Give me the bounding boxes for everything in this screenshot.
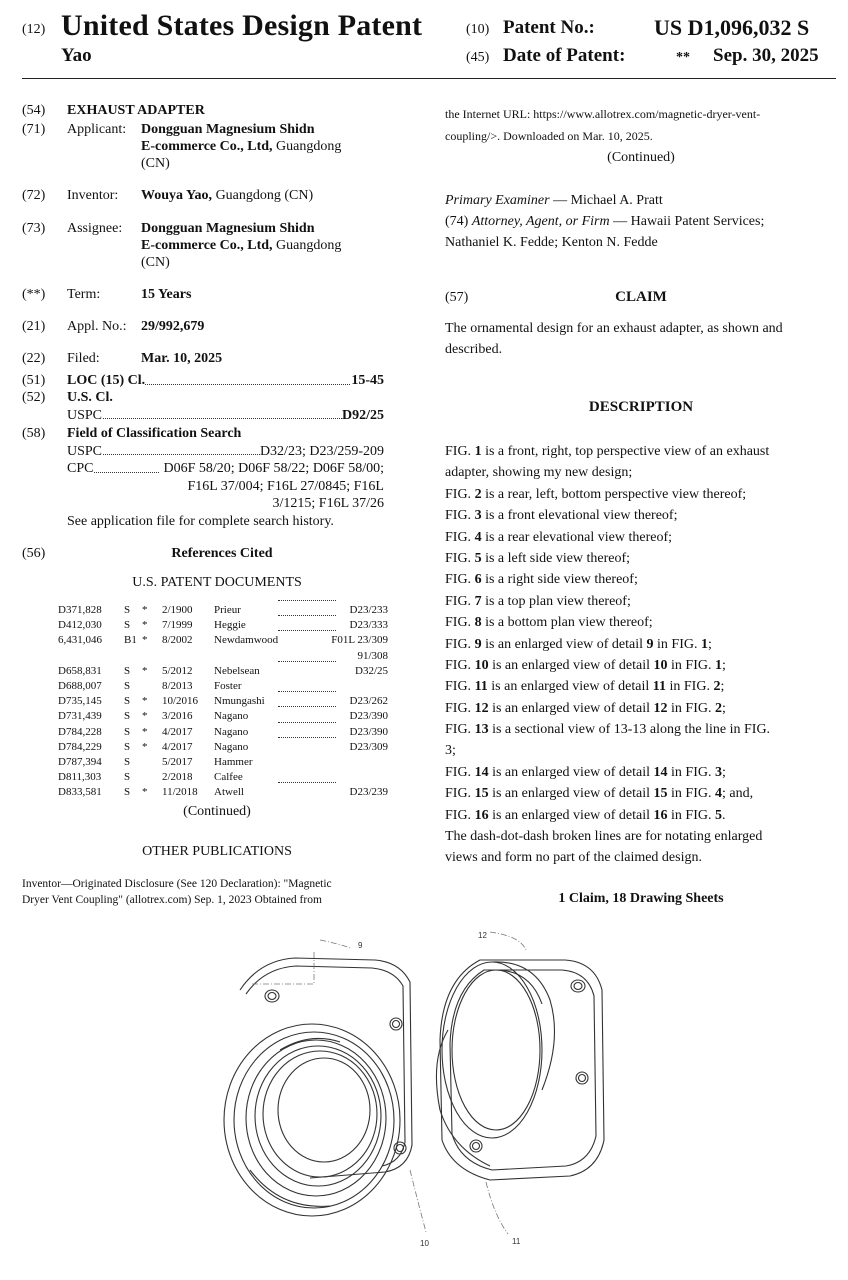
reference-number: D787,394 xyxy=(58,756,102,768)
fig-text-part: 6 xyxy=(474,572,482,588)
figure-description-line xyxy=(445,548,837,569)
reference-flag: * xyxy=(142,710,148,723)
fig-text-part: FIG. xyxy=(445,807,475,823)
adapter-right-view xyxy=(436,960,604,1180)
figure-description-line xyxy=(445,591,837,612)
reference-date: 7/1999 xyxy=(162,619,193,632)
fig-text-part: FIG. xyxy=(445,444,475,459)
code-72: (72) xyxy=(22,188,46,203)
figure-description-line xyxy=(445,441,837,462)
reference-class: D23/239 xyxy=(349,786,388,799)
figure-description-line xyxy=(445,676,837,697)
other-pubs-line2: Dryer Vent Coupling" (allotrex.com) Sep. 1, 2023 Obtained from xyxy=(22,894,322,906)
reference-flag: * xyxy=(142,740,148,753)
reference-flag: * xyxy=(142,786,148,799)
reference-date: 10/2016 xyxy=(162,695,199,708)
reference-kind: S xyxy=(124,786,131,799)
detail-label-10: 10 xyxy=(420,1239,429,1248)
fig-text-part: 14 xyxy=(474,764,489,780)
other-pubs-cont-line1: the Internet URL: https://www.allotrex.com/magnetic-dryer-vent- xyxy=(445,107,761,121)
patent-date: Sep. 30, 2025 xyxy=(713,45,819,66)
reference-name: Nagano xyxy=(214,725,249,738)
reference-name: Nmungashi xyxy=(214,695,265,708)
fig-text-part: FIG. xyxy=(445,550,475,566)
search-cpc-line3: 3/1215; F16L 37/26 xyxy=(272,496,384,511)
document-title: United States Design Patent xyxy=(61,9,423,42)
detail-label-9: 9 xyxy=(358,941,363,950)
fig-text-part: is a bottom plan view thereof; xyxy=(481,615,653,631)
code-term: (**) xyxy=(22,287,46,302)
fig-text-part: is an enlarged view of detail xyxy=(488,700,654,716)
field-56 xyxy=(22,545,422,563)
fig-text-part: FIG. xyxy=(445,679,475,695)
fig-text-part: is a front elevational view thereof; xyxy=(481,508,678,524)
fig-text-part: in FIG. xyxy=(667,807,715,823)
search-cpc-line1: D06F 58/20; D06F 58/22; D06F 58/00; xyxy=(163,461,384,476)
search-cpc-line2: F16L 37/004; F16L 27/0845; F16L xyxy=(187,478,384,494)
figure-description-line xyxy=(445,719,837,740)
assignee-label: Assignee: xyxy=(67,221,123,236)
reference-date: 5/2017 xyxy=(162,756,193,768)
fig-text-part: 2 xyxy=(714,700,722,716)
fig-text-part: ; xyxy=(720,679,725,695)
fig-text-part: ; xyxy=(721,700,726,716)
description-title: DESCRIPTION xyxy=(588,399,694,415)
attorney-names: Nathaniel K. Fedde; Kenton N. Fedde xyxy=(445,235,658,250)
fig-text-part: in FIG. xyxy=(653,636,701,652)
reference-name: Newdamwood xyxy=(214,634,279,647)
figure-description-line xyxy=(445,634,837,655)
inventor-name: Wouya Yao, xyxy=(141,188,213,203)
fig-text-part: 4 xyxy=(714,786,722,802)
fig-text-part: ; and, xyxy=(721,786,754,802)
field-52 xyxy=(22,389,384,424)
reference-flag: * xyxy=(142,695,148,708)
fig-text-part: 3 xyxy=(474,508,482,524)
fig-text-part: is a right side view thereof; xyxy=(481,572,638,588)
assignee-place: Guangdong xyxy=(272,238,342,253)
figure-description-line xyxy=(445,527,837,548)
other-pubs-cont-line2: coupling/>. Downloaded on Mar. 10, 2025. xyxy=(445,129,653,143)
reference-name: Calfee xyxy=(214,771,243,784)
reference-kind: B1 xyxy=(124,634,137,647)
claim-block xyxy=(445,287,837,360)
reference-class: F01L 23/309 xyxy=(331,634,388,647)
reference-kind: S xyxy=(124,664,131,677)
code-45: (45) xyxy=(466,50,490,65)
reference-number: D784,228 xyxy=(58,725,102,738)
reference-number: D811,303 xyxy=(58,771,102,784)
fig-text-part: 4 xyxy=(474,529,482,545)
fig-text-part: 5 xyxy=(474,550,482,566)
reference-name: Heggie xyxy=(214,619,246,632)
reference-class: D23/333 xyxy=(349,619,388,632)
reference-flag: * xyxy=(142,619,148,632)
code-58: (58) xyxy=(22,426,46,441)
fig-text-part: 7 xyxy=(474,593,482,609)
us-cl-value: D92/25 xyxy=(342,407,384,423)
patent-number: US D1,096,032 S xyxy=(654,15,810,40)
figure-descriptions xyxy=(445,441,837,869)
date-label: Date of Patent: xyxy=(503,45,626,66)
reference-kind: S xyxy=(124,740,131,753)
fig-text-part: FIG. xyxy=(445,486,475,502)
fig-text-part: 1 xyxy=(700,636,708,652)
figure-description-line xyxy=(445,847,837,868)
other-pubs-continued xyxy=(445,103,837,169)
claims-sheets-summary: 1 Claim, 18 Drawing Sheets xyxy=(558,891,724,906)
reference-flag: * xyxy=(142,725,148,738)
loc-label: LOC (15) Cl. xyxy=(67,373,146,388)
fig-text-part: in FIG. xyxy=(666,679,714,695)
inventor-place: Guangdong (CN) xyxy=(212,188,314,203)
fig-text-part: 10 xyxy=(474,657,489,673)
fig-text-part: ; xyxy=(707,636,712,652)
reference-name: Hammer xyxy=(214,756,253,768)
code-51: (51) xyxy=(22,373,46,388)
design-title: EXHAUST ADAPTER xyxy=(67,103,205,118)
applicant-label: Applicant: xyxy=(67,122,127,137)
reference-number: D371,828 xyxy=(58,604,102,616)
attorney-firm: — Hawaii Patent Services; xyxy=(609,214,765,229)
reference-date: 2/2018 xyxy=(162,771,193,784)
assignee-name-line1: Dongguan Magnesium Shidn xyxy=(141,221,315,236)
code-21: (21) xyxy=(22,319,46,334)
fig-text-part: 16 xyxy=(653,807,668,823)
claim-code: (57) xyxy=(445,290,469,305)
fig-text-part: 12 xyxy=(653,700,668,716)
fig-text-part: FIG. xyxy=(445,615,475,631)
detail-callout-lines xyxy=(250,932,526,1234)
examiner-block xyxy=(445,190,837,253)
fig-text-part: FIG. xyxy=(445,636,475,652)
reference-class: D23/233 xyxy=(349,604,388,616)
fig-text-part: is a left side view thereof; xyxy=(481,550,631,566)
fig-text-part: is an enlarged view of detail xyxy=(488,807,654,823)
fig-text-part: 5 xyxy=(714,807,722,823)
patent-number-label: Patent No.: xyxy=(503,17,595,38)
examiner-label: Primary Examiner xyxy=(445,193,550,208)
references-title: References Cited xyxy=(171,546,273,561)
reference-class: D23/309 xyxy=(349,740,388,753)
fig-text-part: in FIG. xyxy=(667,786,715,802)
code-54: (54) xyxy=(22,103,46,118)
fig-text-part: is a front, right, top perspective view of an exhaust xyxy=(481,444,770,459)
reference-kind: S xyxy=(124,756,131,768)
field-search-label: Field of Classification Search xyxy=(67,426,242,441)
reference-class: D32/25 xyxy=(355,664,388,677)
fig-text-part: 16 xyxy=(474,807,489,823)
code-10: (10) xyxy=(466,22,490,37)
fig-text-part: 2 xyxy=(474,486,482,502)
reference-date: 4/2017 xyxy=(162,740,193,753)
us-cl-sublabel: USPC xyxy=(67,407,103,423)
reference-kind: S xyxy=(124,680,131,692)
figure-description-line xyxy=(445,698,837,719)
code-52: (52) xyxy=(22,390,46,405)
inventor-label: Inventor: xyxy=(67,188,119,203)
reference-date: 3/2016 xyxy=(162,710,193,723)
other-pubs-text xyxy=(22,876,422,908)
applicant-name-line2: E-commerce Co., Ltd, xyxy=(141,139,273,154)
field-51 xyxy=(22,372,384,390)
figure-description-line xyxy=(445,762,837,783)
figure-1-drawing xyxy=(190,920,650,1260)
fig-text-part: 11 xyxy=(652,679,666,695)
term-value: 15 Years xyxy=(141,287,192,302)
reference-class: D23/390 xyxy=(349,710,388,723)
fig-text-part: is an enlarged view of detail xyxy=(487,679,653,695)
field-73 xyxy=(22,220,422,280)
fig-text-part: FIG. xyxy=(445,572,475,588)
figure-description-line xyxy=(445,462,837,483)
reference-number: D658,831 xyxy=(58,664,102,677)
fig-text-part: 3; xyxy=(445,743,456,759)
reference-name: Atwell xyxy=(214,786,244,799)
attorney-code: (74) xyxy=(445,214,469,229)
detail-label-12: 12 xyxy=(478,931,487,940)
figure-description-line xyxy=(445,612,837,633)
fig-text-part: is an enlarged view of detail xyxy=(488,657,654,673)
fig-text-part: The dash-dot-dash broken lines are for notating enlarged xyxy=(445,829,763,845)
attorney-label: Attorney, Agent, or Firm xyxy=(471,214,610,229)
fig-text-part: is a sectional view of 13-13 along the line in FIG. xyxy=(488,722,771,738)
field-58 xyxy=(22,425,384,530)
fig-text-part: views and form no part of the claimed design. xyxy=(445,850,702,866)
reference-date: 11/2018 xyxy=(162,786,198,799)
search-cpc-label: CPC xyxy=(67,461,94,476)
reference-number: D731,439 xyxy=(58,710,102,723)
fig-text-part: 2 xyxy=(713,679,721,695)
appl-no-value: 29/992,679 xyxy=(141,319,205,334)
applicant-country: (CN) xyxy=(141,156,170,171)
reference-date: 8/2002 xyxy=(162,634,193,647)
filed-label: Filed: xyxy=(67,351,100,366)
reference-flag: * xyxy=(142,604,148,616)
appl-no-label: Appl. No.: xyxy=(67,319,127,334)
claim-text-line2: described. xyxy=(445,342,503,357)
fig-text-part: 15 xyxy=(653,786,668,802)
reference-kind: S xyxy=(124,710,131,723)
adapter-left-view xyxy=(224,958,412,1216)
fig-text-part: . xyxy=(721,807,726,823)
fig-text-part: 8 xyxy=(474,615,482,631)
fig-text-part: 3 xyxy=(714,764,722,780)
fig-text-part: 10 xyxy=(653,657,668,673)
fig-text-part: is a rear elevational view thereof; xyxy=(481,529,673,545)
reference-kind: S xyxy=(124,725,131,738)
fig-text-part: FIG. xyxy=(445,786,475,802)
fig-text-part: is a top plan view thereof; xyxy=(481,593,631,609)
reference-date: 5/2012 xyxy=(162,664,193,677)
reference-date: 2/1900 xyxy=(162,604,193,616)
reference-class: D23/262 xyxy=(349,695,388,708)
fig-text-part: FIG. xyxy=(445,657,475,673)
fig-text-part: 11 xyxy=(474,679,488,695)
claim-text-line1: The ornamental design for an exhaust adapter, as shown and xyxy=(445,321,783,336)
filed-value: Mar. 10, 2025 xyxy=(141,351,223,366)
figure-description-line xyxy=(445,569,837,590)
fig-text-part: 13 xyxy=(474,722,489,738)
other-pubs-continued-marker: (Continued) xyxy=(607,150,675,165)
fig-text-part: 9 xyxy=(646,636,654,652)
fig-text-part: is a rear, left, bottom perspective view thereof; xyxy=(481,486,747,502)
fig-text-part: 15 xyxy=(474,786,489,802)
examiner-name: — Michael A. Pratt xyxy=(549,193,663,208)
reference-date: 4/2017 xyxy=(162,725,193,738)
fig-text-part: adapter, showing my new design; xyxy=(445,465,633,481)
search-uspc-label: USPC xyxy=(67,443,103,459)
figure-description-line xyxy=(445,740,837,761)
reference-name: Nebelsean xyxy=(214,664,260,677)
header-rule xyxy=(22,78,836,79)
code-71: (71) xyxy=(22,122,46,137)
figure-description-line xyxy=(445,505,837,526)
figure-description-line xyxy=(445,484,837,505)
search-history-note: See application file for complete search history. xyxy=(67,513,334,529)
reference-class: D23/390 xyxy=(349,725,388,738)
detail-label-11: 11 xyxy=(512,1237,521,1246)
code-73: (73) xyxy=(22,221,46,236)
refs-continued: (Continued) xyxy=(183,804,251,819)
reference-number: D688,007 xyxy=(58,680,102,692)
fig-text-part: FIG. xyxy=(445,700,475,716)
us-docs-title: U.S. PATENT DOCUMENTS xyxy=(132,575,302,590)
code-56: (56) xyxy=(22,546,46,561)
reference-name: Prieur xyxy=(214,604,241,616)
fig-text-part: FIG. xyxy=(445,722,475,738)
search-uspc-value: D32/23; D23/259-209 xyxy=(259,443,384,459)
reference-number: D784,229 xyxy=(58,740,102,753)
reference-kind: S xyxy=(124,695,131,708)
reference-flag: * xyxy=(142,664,148,677)
fig-text-part: in FIG. xyxy=(667,764,715,780)
fig-text-part: 12 xyxy=(474,700,489,716)
reference-class: 91/308 xyxy=(357,649,388,662)
fig-text-part: is an enlarged view of detail xyxy=(481,636,647,652)
date-marks: ** xyxy=(676,50,690,65)
figure-description-line xyxy=(445,805,837,826)
loc-value: 15-45 xyxy=(351,373,384,388)
reference-flag: * xyxy=(142,634,148,647)
fig-text-part: FIG. xyxy=(445,529,475,545)
fig-text-part: in FIG. xyxy=(667,700,715,716)
fig-text-part: FIG. xyxy=(445,508,475,524)
other-pubs-line1: Inventor—Originated Disclosure (See 120 Declaration): "Magnetic xyxy=(22,878,332,890)
fig-text-part: 1 xyxy=(714,657,722,673)
reference-date: 8/2013 xyxy=(162,680,193,692)
fig-text-part: ; xyxy=(721,764,726,780)
fig-text-part: is an enlarged view of detail xyxy=(488,786,654,802)
assignee-country: (CN) xyxy=(141,255,170,270)
applicant-place: Guangdong xyxy=(272,139,342,154)
reference-number: D735,145 xyxy=(58,695,102,708)
fig-text-part: 1 xyxy=(474,444,482,459)
inventor-short: Yao xyxy=(61,45,92,66)
field-71 xyxy=(22,121,422,181)
reference-kind: S xyxy=(124,771,131,784)
reference-kind: S xyxy=(124,619,131,632)
reference-name: Nagano xyxy=(214,740,249,753)
claim-title: CLAIM xyxy=(615,289,667,305)
fig-text-part: FIG. xyxy=(445,593,475,609)
reference-name: Foster xyxy=(214,680,242,692)
figure-description-line xyxy=(445,826,837,847)
fig-text-part: 14 xyxy=(653,764,668,780)
reference-number: D412,030 xyxy=(58,619,102,632)
fig-text-part: in FIG. xyxy=(667,657,715,673)
reference-number: D833,581 xyxy=(58,786,102,799)
code-12: (12) xyxy=(22,22,46,37)
reference-kind: S xyxy=(124,604,131,616)
assignee-name-line2: E-commerce Co., Ltd, xyxy=(141,238,273,253)
reference-name: Nagano xyxy=(214,710,249,723)
fig-text-part: ; xyxy=(721,657,726,673)
applicant-name-line1: Dongguan Magnesium Shidn xyxy=(141,122,315,137)
other-pubs-title: OTHER PUBLICATIONS xyxy=(142,844,292,859)
figure-description-line xyxy=(445,783,837,804)
term-label: Term: xyxy=(67,287,101,302)
fig-text-part: 9 xyxy=(474,636,482,652)
fig-text-part: FIG. xyxy=(445,764,475,780)
reference-number: 6,431,046 xyxy=(58,634,102,647)
code-22: (22) xyxy=(22,351,46,366)
fig-text-part: is an enlarged view of detail xyxy=(488,764,654,780)
us-cl-label: U.S. Cl. xyxy=(67,390,113,405)
figure-description-line xyxy=(445,655,837,676)
